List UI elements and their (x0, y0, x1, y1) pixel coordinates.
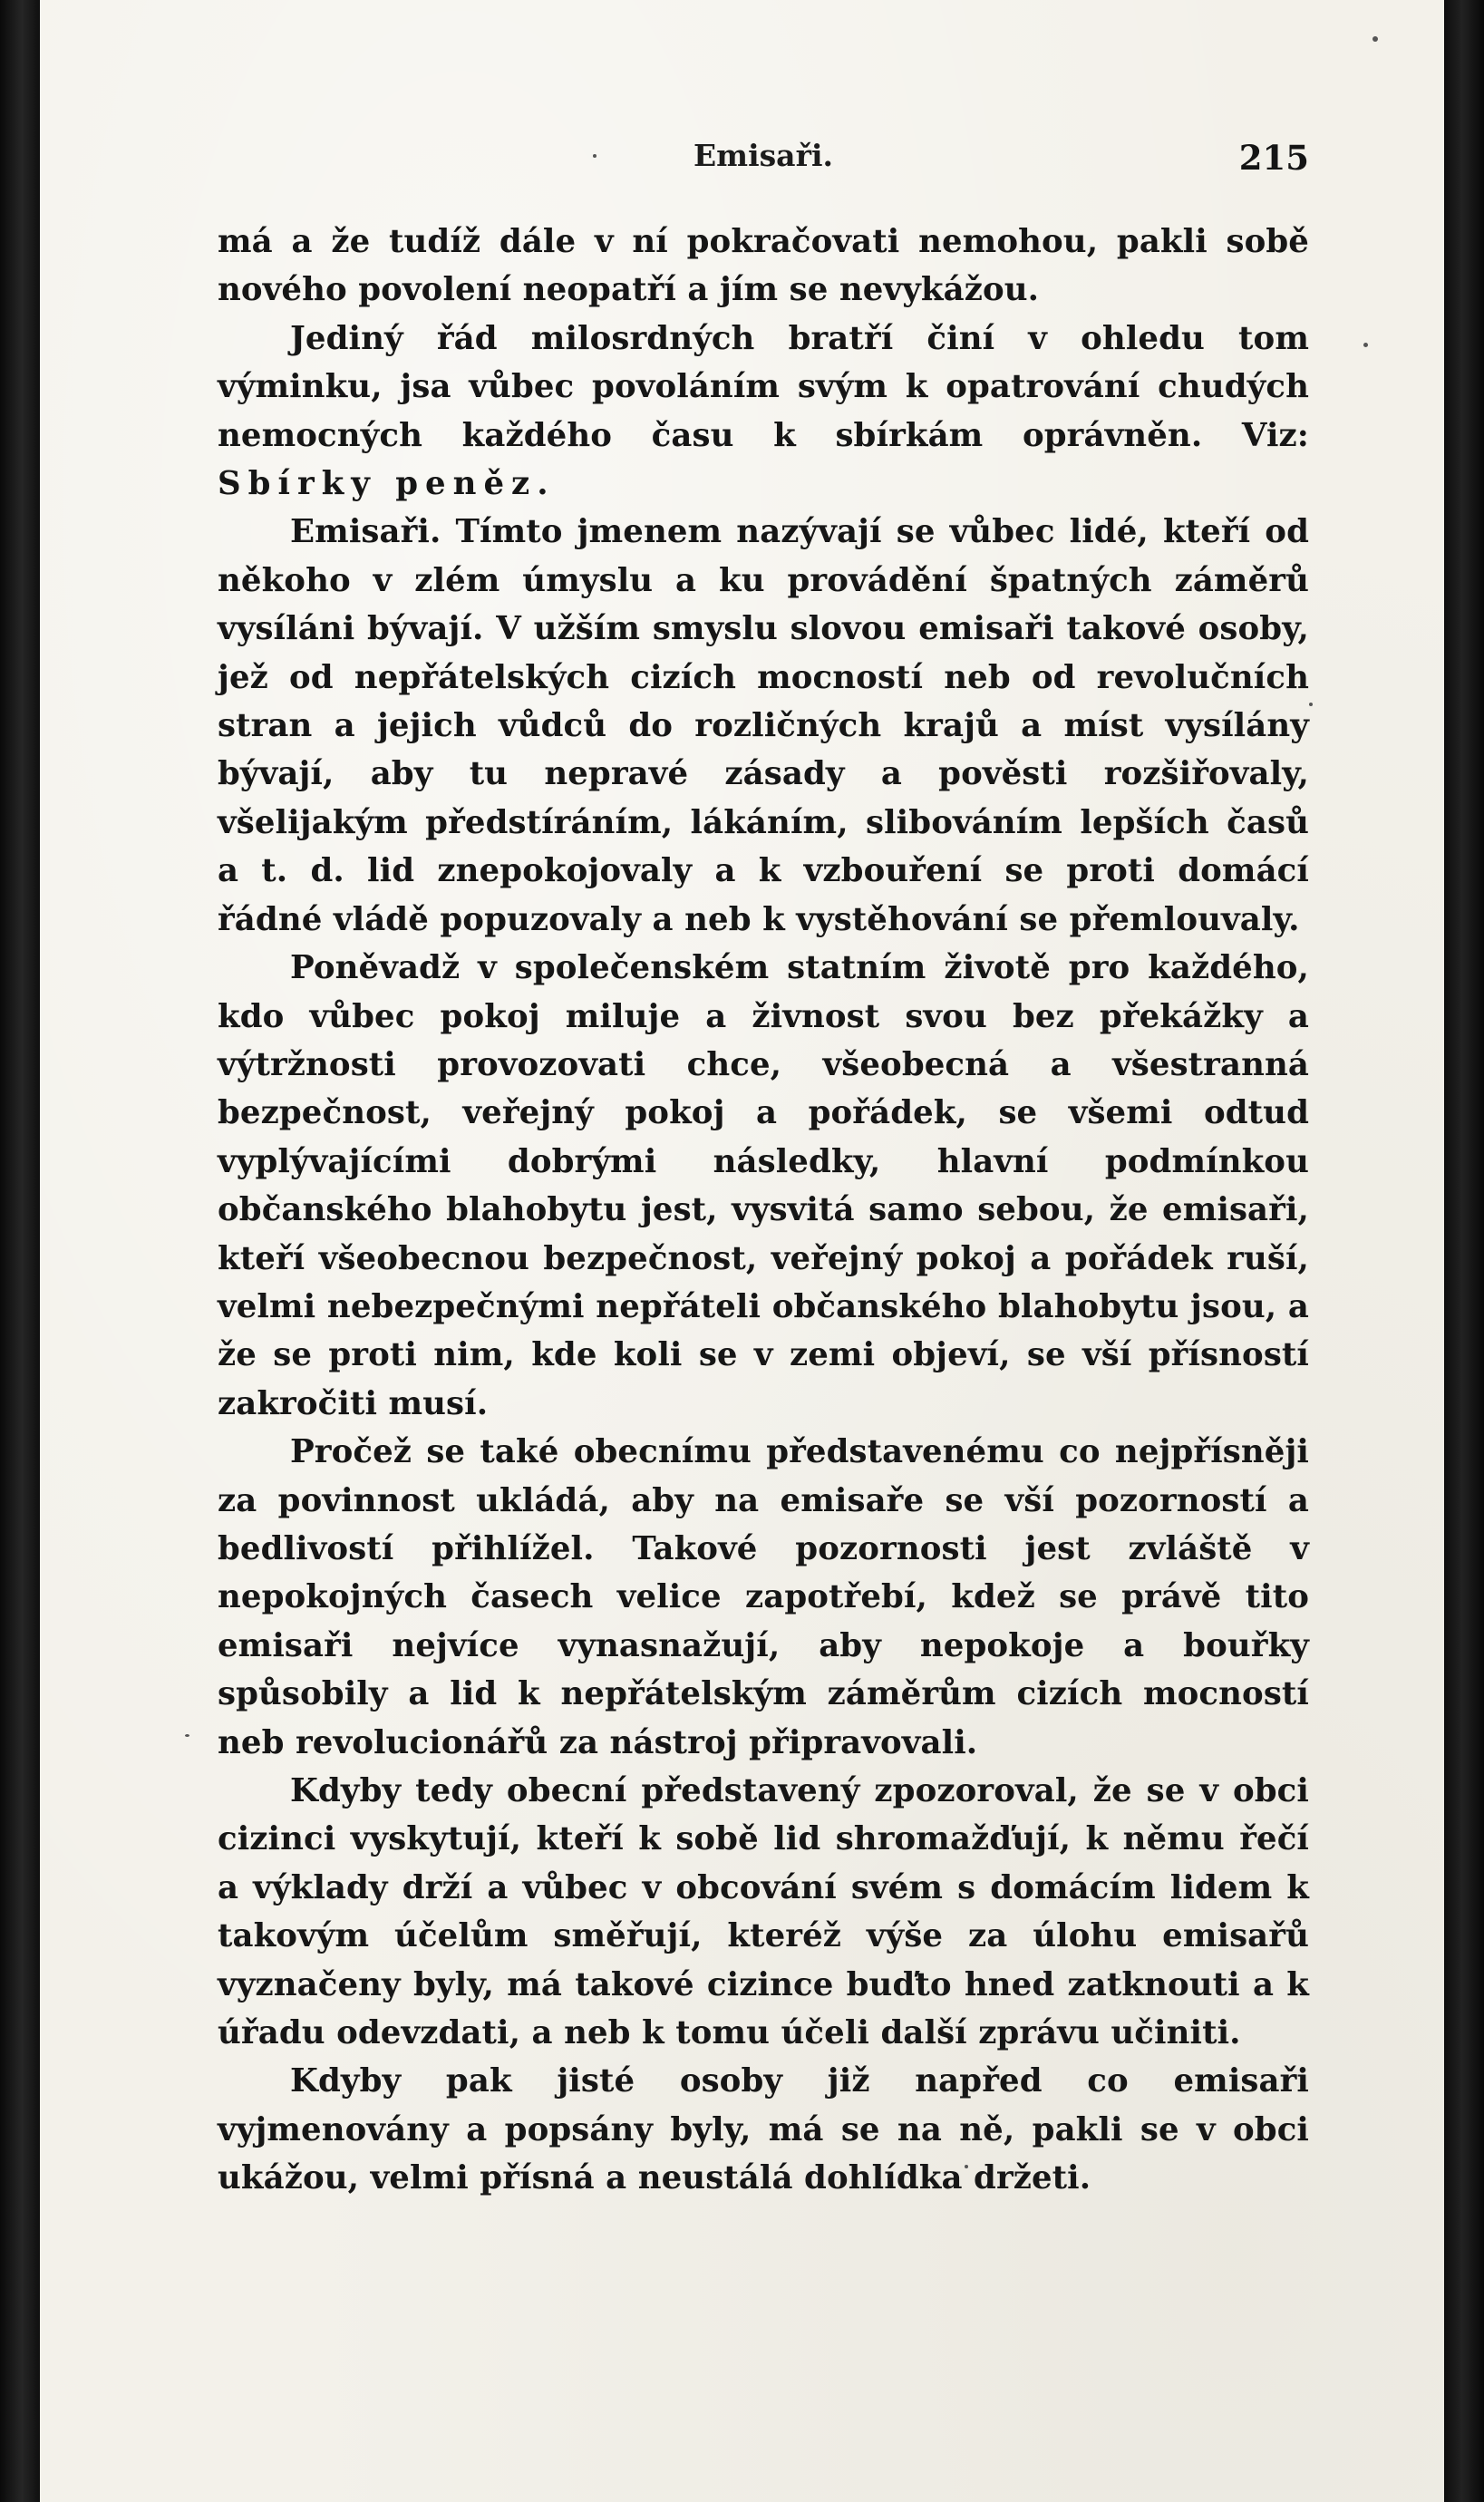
paragraph-continuation: má a že tudíž dále v ní pokračovati nemohou, pakli sobě nového povolení neopatří a jím se nevykážou. (218, 223, 1309, 309)
paragraph: Kdyby tedy obecní představený zpozoroval, že se v obci cizinci vyskytují, kteří k sobě lid shromažďují, k němu řečí a výklady drží a vůbec v obcování svém s domácím lidem k takovým účelům směřují, kteréž výše za úlohu emisařů vyznačeny byly, má takové cizince buďto hned zatknouti a k úřadu odevzdati, a neb k tomu účeli další zprávu učiniti. (218, 1772, 1309, 2052)
paper-speck (1363, 343, 1368, 347)
page-header (218, 138, 1309, 192)
body-text (218, 218, 1309, 2203)
paper-speck (1309, 703, 1313, 706)
book-edge-left (0, 0, 40, 2502)
paper-speck (1372, 36, 1378, 42)
paragraph: Pročež se také obecnímu představenému co nejpřísněji za povinnost ukládá, aby na emisaře se vší pozorností a bedlivostí přihlížel. Takové pozornosti jest zvláště v nepokojných časech velice zapotřebí, kdež se právě tito emisaři nejvíce vynasnažují, aby nepokoje a bouřky spůsobily a lid k nepřátelským záměrům cizích mocností neb revolucionářů za nástroj připravovali. (218, 1433, 1309, 1761)
paragraph-text: Jediný řád milosrdných bratří činí v ohledu tom výminku, jsa vůbec povoláním svým k opatrování chudých nemocných každého času k sbírkám oprávněn. Viz: (218, 319, 1309, 454)
cross-reference: Sbírky peněz. (218, 465, 556, 503)
paragraph: Kdyby pak jisté osoby již napřed co emisaři vyjmenovány a popsány byly, má se na ně, pakli se v obci ukážou, velmi přísná a neustálá dohlídka držeti. (218, 2062, 1309, 2197)
book-edge-right (1444, 0, 1484, 2502)
running-head: Emisaři. (694, 138, 833, 173)
book-page (40, 0, 1444, 2502)
page-number: 215 (1238, 138, 1309, 178)
entry-paragraph (218, 508, 1309, 944)
paper-speck (185, 1734, 189, 1737)
paragraph: Poněvadž v společenském statním životě pro každého, kdo vůbec pokoj miluje a živnost svou bez překážky a výtržnosti provozovati chce, všeobecná a všestranná bezpečnost, veřejný pokoj a pořádek, se všemi odtud vyplývajícími dobrými následky, hlavní podmínkou občanského blahobytu jest, vysvitá samo sebou, že emisaři, kteří všeobecnou bezpečnost, veřejný pokoj a pořádek ruší, velmi nebezpečnými nepřáteli občanského blahobytu jsou, a že se proti nim, kde koli se v zemi objeví, se vší přísností zakročiti musí. (218, 949, 1309, 1422)
paragraph-text: Tímto jmenem nazývají se vůbec lidé, kteří od někoho v zlém úmyslu a ku provádění špatných záměrů vysíláni bývají. V užším smyslu slovou emisaři takové osoby, jež od nepřátelských cizích mocností neb od revolučních stran a jejich vůdců do rozličných krajů a míst vysílány bývají, aby tu nepravé zásady a pověsti rozšiřovaly, všelijakým předstíráním, lákáním, slibováním lepších časů a t. d. lid znepokojovaly a k vzbouření se proti domácí řádné vládě popuzovaly a neb k vystěhování se přemlouvaly. (218, 513, 1309, 938)
entry-heading: Emisaři. (290, 513, 441, 551)
paragraph (218, 315, 1309, 509)
